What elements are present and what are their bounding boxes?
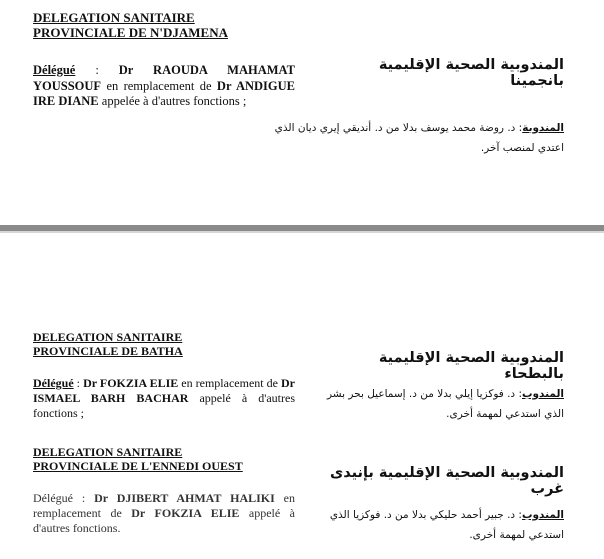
section-3-fr-colon: :	[72, 491, 95, 505]
section-1-fr-heading-line2: PROVINCIALE DE N'DJAMENA	[33, 25, 229, 40]
section-1-ar-heading: المندوبية الصحية الإقليمية بانجمينا	[378, 57, 564, 89]
section-1-fr-name: Dr RAOUDA MAHAMAT YOUSSOUF	[33, 63, 295, 93]
section-2-ar-heading: المندوبية الصحية الإقليمية بالبطحاء	[378, 350, 564, 382]
section-3-fr-mid: en remplacement de	[33, 491, 296, 520]
section-2-fr-mid: en remplacement de	[178, 376, 281, 390]
section-3-fr-name: Dr DJIBERT AHMAT HALIKI	[94, 491, 275, 505]
section-2-fr-heading	[33, 330, 295, 358]
section-3-ar-text: : د. جبير أحمد حليكي بدلا من د. فوكزيا الذي استدعي لمهمة أخرى.	[329, 509, 564, 541]
section-1-fr-body	[33, 63, 295, 110]
section-2-fr-heading-line2: PROVINCIALE DE BATHA	[33, 344, 183, 358]
section-1-fr-heading	[33, 10, 295, 40]
section-3-fr-heading	[33, 445, 295, 473]
section-1-fr-label: Délégué	[33, 63, 76, 77]
section-2-fr-label: Délégué	[33, 376, 74, 390]
section-2-ar-label: المندوب	[521, 388, 564, 400]
section-2-fr-body	[33, 376, 295, 421]
section-3-fr-tail: appelé à d'autres fonctions.	[33, 506, 295, 535]
section-1-ar-text: : د. روضة محمد يوسف بدلا من د. أنديقي إيري ديان الذي اعتدي لمنصب آخر.	[274, 122, 564, 154]
section-3-fr-label: Délégué	[33, 491, 73, 505]
section-3-ar-body	[324, 505, 564, 545]
section-1-fr-prev: Dr ANDIGUE IRE DIANE	[33, 78, 295, 108]
section-3-ar-heading: المندوبية الصحية الإقليمية بإنيدى غرب	[329, 465, 564, 497]
section-1-fr-mid: en remplacement de	[101, 78, 217, 93]
section-3-fr-prev: Dr FOKZIA ELIE	[131, 506, 240, 520]
section-2-fr-heading-line1: DELEGATION SANITAIRE	[33, 330, 183, 344]
page-divider	[0, 225, 604, 231]
section-3-ar-label: المندوب	[521, 509, 564, 521]
section-2-fr-tail: appelé à d'autres fonctions ;	[33, 391, 296, 420]
section-1-fr-colon: :	[75, 63, 119, 77]
section-1-fr-tail: appelée à d'autres fonctions ;	[98, 94, 247, 108]
section-2-fr-colon: :	[73, 376, 84, 390]
section-3-fr-body	[33, 491, 295, 536]
section-3-fr-heading-line1: DELEGATION SANITAIRE	[33, 445, 183, 459]
section-1-ar-label: المندوبة	[522, 122, 564, 134]
section-2-fr-prev: Dr ISMAEL BARH BACHAR	[33, 376, 295, 405]
section-1-fr-heading-line1: DELEGATION SANITAIRE	[33, 10, 195, 25]
section-2-ar-body	[304, 384, 564, 424]
section-1-ar-body	[264, 118, 564, 158]
section-3-fr-heading-line2: PROVINCIALE DE L'ENNEDI OUEST	[33, 459, 243, 473]
section-2-fr-name: Dr FOKZIA ELIE	[83, 376, 179, 390]
section-2-ar-text: : د. فوكزيا إيلي بدلا من د. إسماعيل بحر بشر الذي استدعي لمهمة أخرى.	[326, 388, 564, 420]
